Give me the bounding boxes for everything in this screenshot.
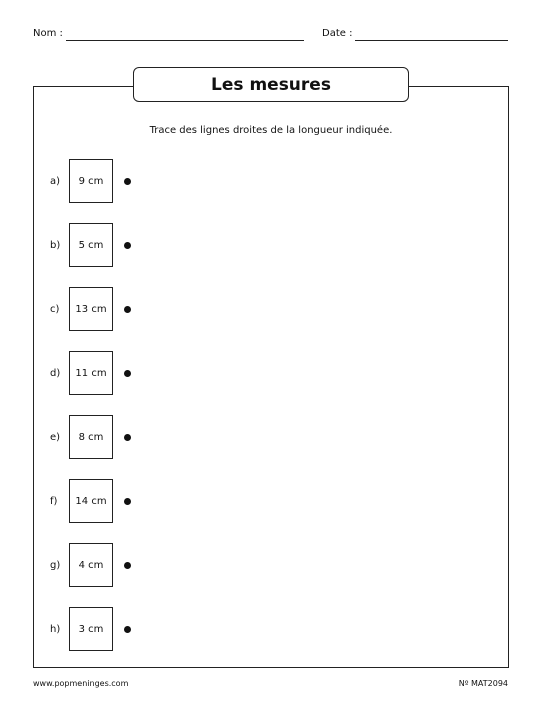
start-dot <box>124 434 131 441</box>
instruction-text: Trace des lignes droites de la longueur indiquée. <box>149 125 393 136</box>
date-label: Date : <box>322 28 353 39</box>
exercise-item <box>0 415 541 461</box>
start-dot <box>124 562 131 569</box>
exercise-item <box>0 479 541 525</box>
date-line[interactable] <box>355 40 508 41</box>
page-title: Les mesures <box>133 67 409 102</box>
item-letter: e) <box>50 432 61 443</box>
exercise-item <box>0 287 541 333</box>
name-label: Nom : <box>33 28 63 39</box>
length-box: 4 cm <box>69 543 113 587</box>
item-letter: d) <box>50 368 61 379</box>
start-dot <box>124 498 131 505</box>
item-letter: b) <box>50 240 61 251</box>
item-letter: g) <box>50 560 61 571</box>
start-dot <box>124 178 131 185</box>
item-letter: a) <box>50 176 61 187</box>
length-box: 11 cm <box>69 351 113 395</box>
length-box: 13 cm <box>69 287 113 331</box>
exercise-item <box>0 543 541 589</box>
length-box: 8 cm <box>69 415 113 459</box>
item-letter: h) <box>50 624 61 635</box>
exercise-item <box>0 351 541 397</box>
start-dot <box>124 626 131 633</box>
start-dot <box>124 306 131 313</box>
name-line[interactable] <box>66 40 304 41</box>
length-box: 14 cm <box>69 479 113 523</box>
footer-code: Nº MAT2094 <box>458 679 508 688</box>
start-dot <box>124 242 131 249</box>
footer-website: www.popmeninges.com <box>33 679 129 688</box>
start-dot <box>124 370 131 377</box>
length-box: 3 cm <box>69 607 113 651</box>
exercise-item <box>0 223 541 269</box>
item-letter: f) <box>50 496 58 507</box>
length-box: 5 cm <box>69 223 113 267</box>
length-box: 9 cm <box>69 159 113 203</box>
exercise-item <box>0 607 541 653</box>
item-letter: c) <box>50 304 60 315</box>
exercise-item <box>0 159 541 205</box>
